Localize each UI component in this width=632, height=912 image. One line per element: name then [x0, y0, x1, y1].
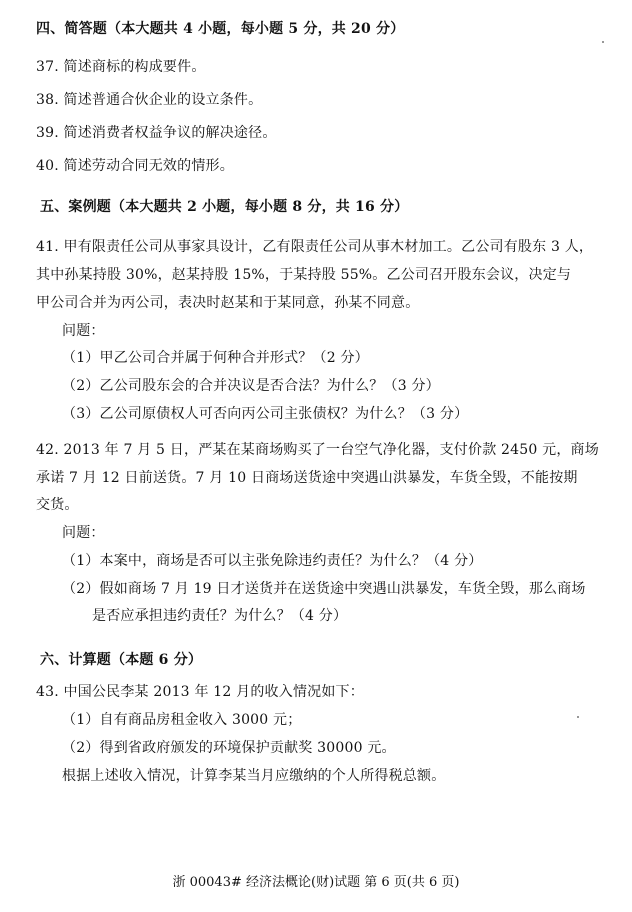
question-41-sub1: （1）甲乙公司合并属于何种合并形式？（2 分） [62, 350, 369, 366]
question-41-sub3: （3）乙公司原债权人可否向丙公司主张债权？为什么？（3 分） [62, 406, 469, 422]
question-39: 39. 简述消费者权益争议的解决途径。 [36, 125, 277, 141]
page-footer: 浙 00043# 经济法概论(财)试题 第 6 页(共 6 页) [172, 875, 460, 890]
question-41-line3: 甲公司合并为丙公司，表决时赵某和于某同意，孙某不同意。 [36, 295, 420, 311]
question-41-line2: 其中孙某持股 30%，赵某持股 15%，于某持股 55%。乙公司召开股东会议，决定与 [36, 267, 572, 283]
question-41-sub2: （2）乙公司股东会的合并决议是否合法？为什么？（3 分） [62, 378, 440, 394]
question-41-line1: 41. 甲有限责任公司从事家具设计，乙有限责任公司从事木材加工。乙公司有股东 3 人， [36, 239, 594, 255]
question-42-line3: 交货。 [36, 497, 79, 513]
section4-heading: 四、简答题（本大题共 4 小题，每小题 5 分，共 20 分） [36, 21, 405, 37]
section6-heading: 六、计算题（本题 6 分） [40, 652, 203, 668]
question-42-sub2-line1: （2）假如商场 7 月 19 日才送货并在送货途中突遇山洪暴发，车货全毁，那么商场 [62, 581, 586, 597]
question-42-sub2-line2: 是否应承担违约责任？为什么？（4 分） [92, 608, 348, 624]
question-43-sub1: （1）自有商品房租金收入 3000 元； [62, 712, 302, 728]
question-40: 40. 简述劳动合同无效的情形。 [36, 158, 234, 174]
question-42-line1: 42. 2013 年 7 月 5 日，严某在某商场购买了一台空气净化器，支付价款 2450 元，商场 [36, 442, 599, 458]
scan-speck [602, 41, 604, 43]
question-38: 38. 简述普通合伙企业的设立条件。 [36, 92, 263, 108]
scan-speck [577, 716, 579, 718]
question-43-line1: 43. 中国公民李某 2013 年 12 月的收入情况如下： [36, 684, 364, 700]
section5-heading: 五、案例题（本大题共 2 小题，每小题 8 分，共 16 分） [40, 199, 409, 215]
question-43-sub2: （2）得到省政府颁发的环境保护贡献奖 30000 元。 [62, 740, 396, 756]
question-37: 37. 简述商标的构成要件。 [36, 59, 206, 75]
question-42-line2: 承诺 7 月 12 日前送货。7 月 10 日商场送货途中突遇山洪暴发，车货全毁，不能按期 [36, 470, 578, 486]
question-43-task: 根据上述收入情况，计算李某当月应缴纳的个人所得税总额。 [62, 768, 446, 784]
question-42-sub1: （1）本案中，商场是否可以主张免除违约责任？为什么？（4 分） [62, 553, 483, 569]
question-41-ask: 问题： [62, 323, 105, 339]
question-42-ask: 问题： [62, 525, 105, 541]
